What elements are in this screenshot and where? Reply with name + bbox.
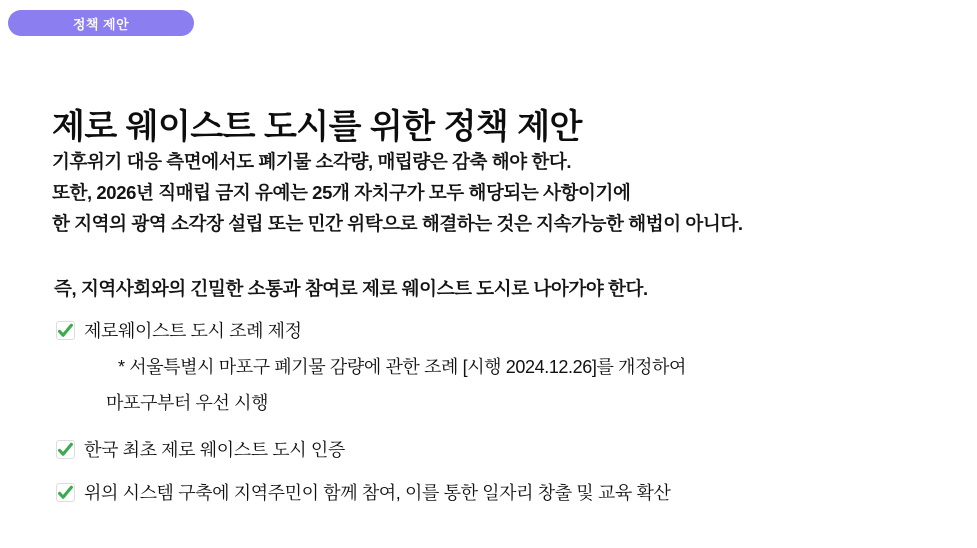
list-item-note-line-2: 마포구부터 우선 시행 xyxy=(106,393,269,413)
list-item-label: 한국 최초 제로 웨이스트 도시 인증 xyxy=(84,440,345,460)
lead-line-1: 기후위기 대응 측면에서도 폐기물 소각량, 매립량은 감축 해야 한다. xyxy=(52,151,572,172)
lead-paragraph xyxy=(52,146,743,239)
check-mark-icon xyxy=(56,483,75,502)
check-mark-icon xyxy=(56,321,75,340)
lead-line-3: 한 지역의 광역 소각장 설립 또는 민간 위탁으로 해결하는 것은 지속가능한 해법이 아니다. xyxy=(52,213,743,234)
section-badge-label: 정책 제안 xyxy=(72,16,130,32)
list-item-body xyxy=(84,437,345,464)
list-item xyxy=(56,318,957,417)
lead-line-2: 또한, 2026년 직매립 금지 유예는 25개 자치구가 모두 해당되는 사항이기에 xyxy=(52,182,631,203)
proposal-list xyxy=(56,318,957,513)
check-mark-icon xyxy=(56,440,75,459)
conclusion-statement: 즉, 지역사회와의 긴밀한 소통과 참여로 제로 웨이스트 도시로 나아가야 한다. xyxy=(54,278,648,299)
section-badge xyxy=(8,10,194,36)
list-item xyxy=(56,480,957,507)
list-item-body xyxy=(84,480,670,507)
list-item-body xyxy=(84,318,686,417)
list-item xyxy=(56,437,957,464)
list-item-label: 제로웨이스트 도시 조례 제정 xyxy=(84,321,302,341)
list-item-note-line-1: * 서울특별시 마포구 폐기물 감량에 관한 조례 [시행 2024.12.26]를 개정하여 xyxy=(118,357,687,377)
list-item-label: 위의 시스템 구축에 지역주민이 함께 참여, 이를 통한 일자리 창출 및 교육 확산 xyxy=(84,483,671,503)
page-title: 제로 웨이스트 도시를 위한 정책 제안 xyxy=(52,107,582,146)
